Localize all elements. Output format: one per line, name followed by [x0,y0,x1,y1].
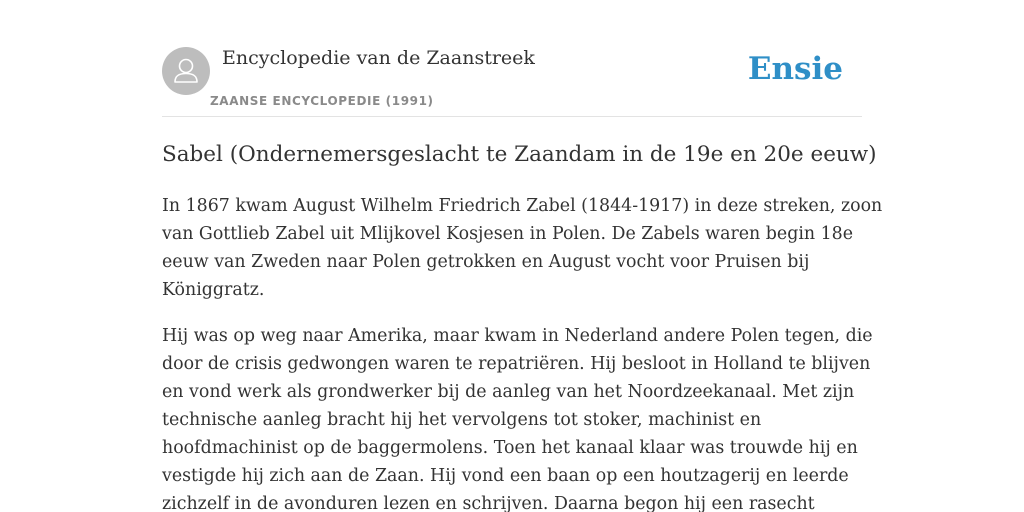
text-line: technische aanleg bracht hij het vervolgens tot stoker, machinist en [162,410,762,430]
text-line: eeuw van Zweden naar Polen getrokken en August vocht voor Pruisen bij [162,252,810,272]
ensie-logo[interactable]: Ensie [747,51,843,87]
user-icon [162,47,210,95]
text-line: Königgratz. [162,280,265,300]
text-line: door de crisis gedwongen waren te repatriëren. Hij besloot in Holland te blijven [162,354,871,374]
text-line: In 1867 kwam August Wilhelm Friedrich Zabel (1844-1917) in deze streken, zoon [162,196,883,216]
text-line: zichzelf in de avonduren lezen en schrijven. Daarna begon hij een rasecht [162,494,815,512]
article-container [162,0,883,512]
article-title: Sabel (Ondernemersgeslacht te Zaandam in de 19e en 20e eeuw) [162,142,877,167]
paragraph [162,322,873,512]
source-subtitle[interactable]: ZAANSE ENCYCLOPEDIE (1991) [210,94,434,108]
text-line: vestigde hij zich aan de Zaan. Hij vond een baan op een houtzagerij en leerde [162,466,849,486]
source-title[interactable]: Encyclopedie van de Zaanstreek [222,47,535,69]
source-header [162,0,862,117]
text-line: van Gottlieb Zabel uit Mlijkovel Kosjesen in Polen. De Zabels waren begin 18e [162,224,854,244]
text-line: hoofdmachinist op de baggermolens. Toen het kanaal klaar was trouwde hij en [162,438,858,458]
paragraph [162,192,883,304]
article-body [162,192,883,512]
source-avatar[interactable] [162,47,210,95]
text-line: Hij was op weg naar Amerika, maar kwam in Nederland andere Polen tegen, die [162,326,873,346]
text-line: en vond werk als grondwerker bij de aanleg van het Noordzeekanaal. Met zijn [162,382,855,402]
